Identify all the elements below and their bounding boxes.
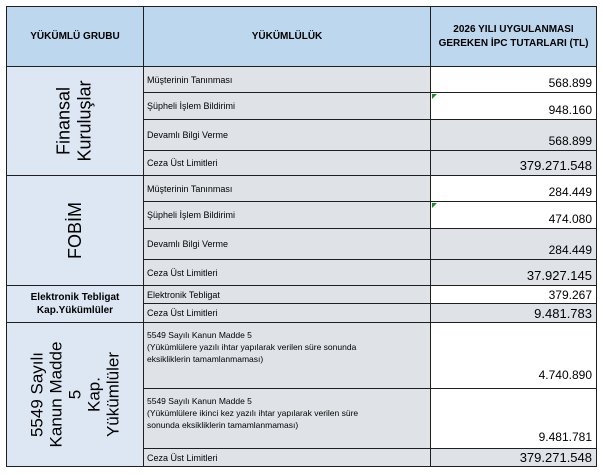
row-kan-2-line1: 5549 Sayılı Kanun Madde 5 <box>147 396 252 406</box>
row-teb-2-amount: 9.481.783 <box>430 303 597 323</box>
row-kan-2-line2: (Yükümlülere ikinci kez yazılı ihtar yapılarak verilen süre <box>147 408 359 418</box>
group-kanun-line5: Yükümlüler <box>103 351 123 438</box>
row-kan-2-label <box>143 388 431 449</box>
header-amount-line1: 2026 YILI UYGULANMASI <box>453 23 574 35</box>
row-kan-1-amount: 4.740.890 <box>430 322 597 389</box>
group-tebligat-line1: Elektronik Tebligat <box>30 292 120 303</box>
row-fin-4-amount: 379.271.548 <box>430 150 597 176</box>
row-kan-2-line3: sonunda eksikliklerin tamamlanmaması) <box>147 420 299 430</box>
row-kan-1-line3: eksikliklerin tamamlanmaması) <box>147 354 264 364</box>
row-teb-1-amount: 379.267 <box>430 285 597 304</box>
group-tebligat <box>6 285 144 323</box>
row-kan-1-line2: (Yükümlülere yazılı ihtar yapılarak verilen süre sonunda <box>147 342 357 352</box>
group-finansal-line2: Kuruluşlar <box>74 80 95 162</box>
row-fin-2-amount <box>430 92 597 120</box>
header-obligation: YÜKÜMLÜLÜK <box>143 6 431 67</box>
comment-marker-icon <box>432 94 437 99</box>
row-fob-2-amount-text: 474.080 <box>548 212 592 226</box>
row-fob-1-amount: 284.449 <box>430 175 597 202</box>
group-fobim <box>6 175 144 286</box>
group-kanun-line1: 5549 Sayılı <box>27 351 47 438</box>
row-fob-2-label: Şüpheli İşlem Bildirimi <box>143 201 431 229</box>
row-fin-2-label: Şüpheli İşlem Bildirimi <box>143 92 431 120</box>
group-finansal <box>6 66 144 176</box>
penalty-table <box>6 6 597 467</box>
header-amount <box>430 6 597 67</box>
group-finansal-label <box>54 80 96 161</box>
group-kanun-line3: 5 <box>65 389 85 400</box>
row-fob-3-amount: 284.449 <box>430 228 597 260</box>
row-fin-1-amount: 568.899 <box>430 66 597 93</box>
row-fob-1-label: Müşterinin Tanınması <box>143 175 431 202</box>
row-fin-4-label: Ceza Üst Limitleri <box>143 150 431 176</box>
row-kan-1-line1: 5549 Sayılı Kanun Madde 5 <box>147 330 252 340</box>
row-fob-3-label: Devamlı Bilgi Verme <box>143 228 431 260</box>
header-amount-line2: GEREKEN İPC TUTARLARI (TL) <box>438 37 589 49</box>
row-fin-1-label: Müşterinin Tanınması <box>143 66 431 93</box>
row-fob-4-amount: 37.927.145 <box>430 259 597 286</box>
row-teb-2-label: Ceza Üst Limitleri <box>143 303 431 323</box>
row-kan-2-amount: 9.481.781 <box>430 388 597 449</box>
row-fin-3-amount: 568.899 <box>430 119 597 151</box>
row-fob-2-amount <box>430 201 597 229</box>
group-kanun <box>6 322 144 467</box>
comment-marker-icon <box>432 203 437 208</box>
row-teb-1-label: Elektronik Tebligat <box>143 285 431 304</box>
row-fob-4-label: Ceza Üst Limitleri <box>143 259 431 286</box>
group-kanun-line4: Kap. <box>84 377 104 412</box>
header-group: YÜKÜMLÜ GRUBU <box>6 6 144 67</box>
group-tebligat-line2: Kap.Yükümlüler <box>36 305 114 316</box>
row-fin-3-label: Devamlı Bilgi Verme <box>143 119 431 151</box>
row-fin-2-amount-text: 948.160 <box>548 103 592 117</box>
group-kanun-line2: Kanun Madde <box>46 341 66 448</box>
group-finansal-line1: Finansal <box>53 86 74 156</box>
row-kan-1-label <box>143 322 431 389</box>
row-kan-3-label: Ceza Üst Limitleri <box>143 448 431 467</box>
group-fobim-label: FOBİM <box>64 202 85 259</box>
row-kan-3-amount: 379.271.548 <box>430 448 597 467</box>
group-kanun-label <box>28 342 123 448</box>
